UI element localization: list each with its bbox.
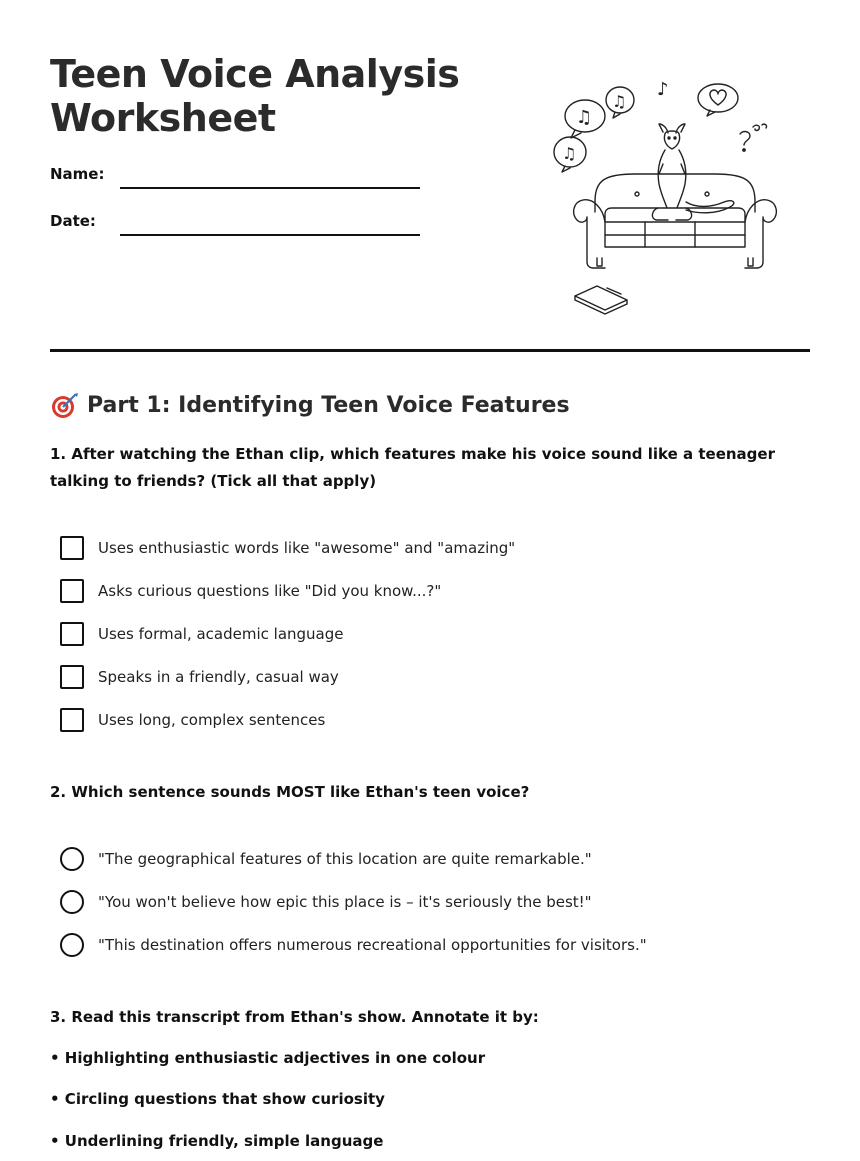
checkbox[interactable]: [60, 622, 84, 646]
svg-text:♫: ♫: [562, 144, 577, 163]
annotation-bullet: • Underlining friendly, simple language: [50, 1132, 384, 1150]
q1-option-label: Speaks in a friendly, casual way: [98, 668, 339, 686]
q2-option-label: "This destination offers numerous recreational opportunities for visitors.": [98, 936, 647, 954]
q1-option-5[interactable]: [60, 707, 325, 733]
q1-option-4[interactable]: [60, 664, 339, 690]
radio-button[interactable]: [60, 933, 84, 957]
question-1-text: 1. After watching the Ethan clip, which features make his voice sound like a teenager talking to friends? (Tick all that apply): [50, 445, 775, 490]
part1-heading: [50, 390, 570, 420]
music-note-bubble-icon: [565, 100, 605, 138]
radio-button[interactable]: [60, 847, 84, 871]
date-field-row: [50, 212, 420, 230]
kangaroo-icon: [652, 124, 733, 220]
checkbox[interactable]: [60, 579, 84, 603]
svg-text:♫: ♫: [612, 92, 627, 111]
checkbox[interactable]: [60, 708, 84, 732]
name-field-row: [50, 165, 420, 183]
q1-option-1[interactable]: [60, 535, 515, 561]
checkbox[interactable]: [60, 665, 84, 689]
music-note-bubble-icon: [554, 137, 586, 172]
swirl-question-icon: [740, 124, 767, 151]
q1-option-label: Uses formal, academic language: [98, 625, 344, 643]
music-note-bubble-icon: [606, 87, 634, 118]
annotation-bullet: • Highlighting enthusiastic adjectives in one colour: [50, 1049, 486, 1067]
music-note-icon: ♪: [657, 79, 669, 100]
question-3-text: 3. Read this transcript from Ethan's show. Annotate it by:: [50, 1008, 539, 1026]
q1-option-3[interactable]: [60, 621, 344, 647]
couch-icon: [574, 174, 777, 268]
part1-heading-text: Part 1: Identifying Teen Voice Features: [87, 392, 570, 418]
q2-option-1[interactable]: [60, 846, 592, 872]
q1-option-label: Asks curious questions like "Did you know...?": [98, 582, 442, 600]
q1-option-2[interactable]: [60, 578, 441, 604]
q1-option-label: Uses enthusiastic words like "awesome" and "amazing": [98, 539, 516, 557]
q2-option-label: "The geographical features of this location are quite remarkable.": [98, 850, 592, 868]
dart-target-icon: [50, 390, 80, 420]
question-2-text: 2. Which sentence sounds MOST like Ethan's teen voice?: [50, 783, 530, 801]
heart-bubble-icon: [698, 84, 738, 116]
name-line[interactable]: [120, 187, 420, 189]
q2-option-3[interactable]: [60, 932, 647, 958]
q2-option-2[interactable]: [60, 889, 592, 915]
header-divider: [50, 349, 810, 352]
svg-text:♫: ♫: [576, 107, 593, 128]
checkbox[interactable]: [60, 536, 84, 560]
q2-option-label: "You won't believe how epic this place is – it's seriously the best!": [98, 893, 592, 911]
name-label: Name:: [50, 165, 105, 183]
date-line[interactable]: [120, 234, 420, 236]
q1-option-label: Uses long, complex sentences: [98, 711, 326, 729]
date-label: Date:: [50, 212, 96, 230]
book-icon: [575, 286, 627, 314]
annotation-bullet: • Circling questions that show curiosity: [50, 1090, 385, 1108]
kangaroo-couch-illustration: [545, 72, 785, 322]
worksheet-title: Teen Voice Analysis Worksheet: [50, 52, 460, 140]
radio-button[interactable]: [60, 890, 84, 914]
